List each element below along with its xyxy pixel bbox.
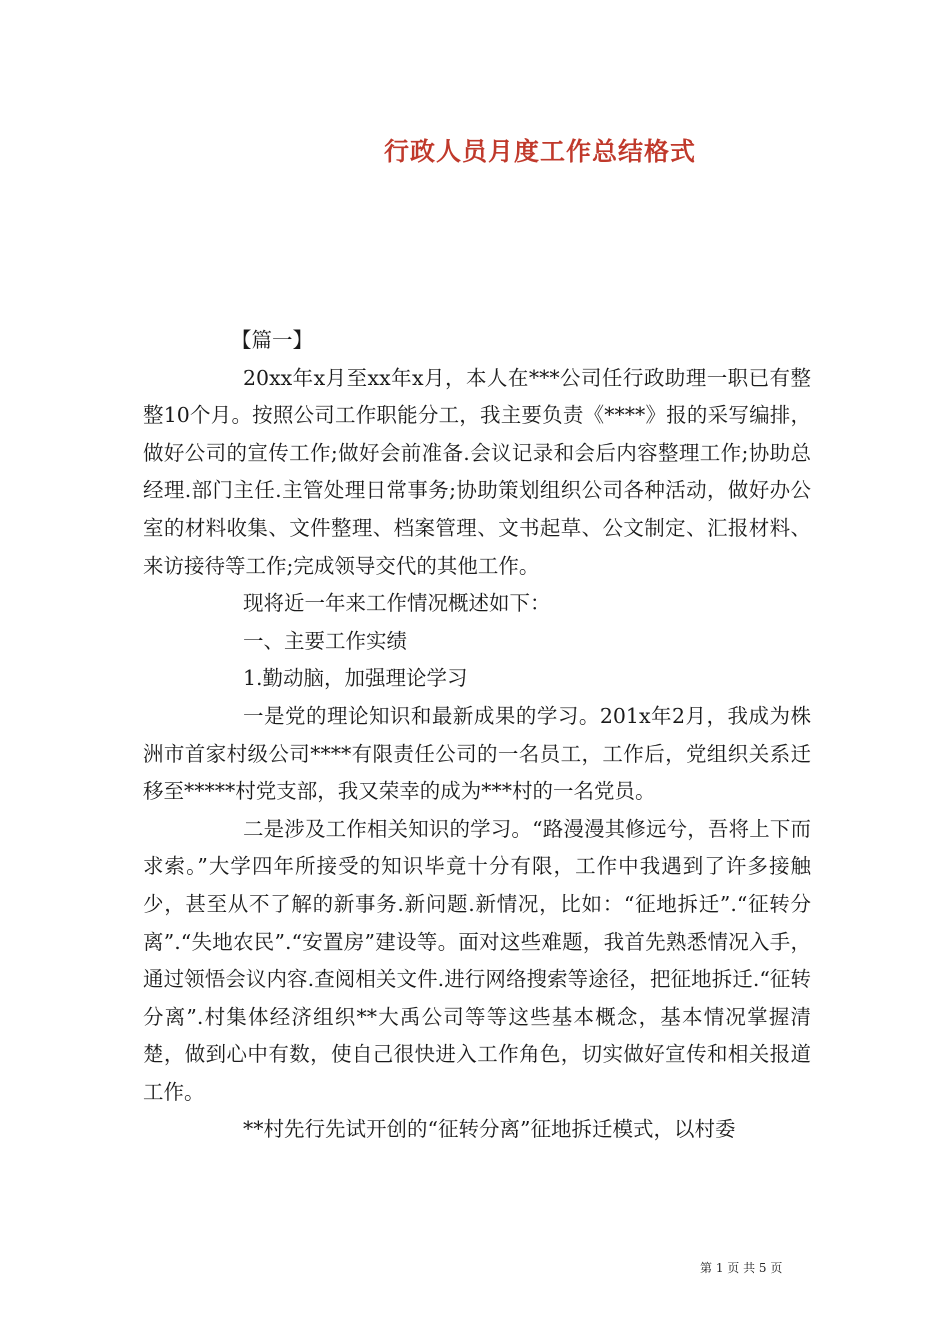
paragraph: 1.勤动脑，加强理论学习 [243, 666, 468, 691]
paragraph: 一是党的理论知识和最新成果的学习。201x年2月，我成为株洲市首家村级公司****有限责任公司的一名员工，工作后，党组织关系迁移至*****村党支部，我又荣幸的成为***村的一名党员。 [143, 703, 811, 804]
page-number: 第 1 页 共 5 页 [700, 1261, 783, 1275]
paragraph: **村先行先试开创的“征转分离”征地拆迁模式，以村委 [243, 1117, 736, 1142]
document-body [143, 322, 811, 1149]
document-title: 行政人员月度工作总结格式 [383, 137, 696, 166]
paragraph: 现将近一年来工作情况概述如下： [243, 591, 551, 616]
paragraph: 二是涉及工作相关知识的学习。“路漫漫其修远兮，吾将上下而求索。”大学四年所接受的知识毕竟十分有限，工作中我遇到了许多接触少，甚至从不了解的新事务.新问题.新情况，比如：“征地拆迁”.“征转分离”.“失地农民”.“安置房”建设等。面对这些难题，我首先熟悉情况入手，通过领悟会议内容.查阅相关文件.进行网络搜索等途径，把征地拆迁.“征转分离”.村集体经济组织**大禹公司等等这些基本概念，基本情况掌握清楚，做到心中有数，使自己很快进入工作角色，切实做好宣传和相关报道工作。 [143, 816, 811, 1104]
paragraph: 20xx年x月至xx年x月，本人在***公司任行政助理一职已有整整10个月。按照公司工作职能分工，我主要负责《****》报的采写编排，做好公司的宣传工作;做好会前准备.会议记录和会后内容整理工作;协助总经理.部门主任.主管处理日常事务;协助策划组织公司各种活动，做好办公室的材料收集、文件整理、档案管理、文书起草、公文制定、汇报材料、来访接待等工作;完成领导交代的其他工作。 [143, 365, 811, 578]
paragraph: 一、主要工作实绩 [243, 628, 407, 653]
section-heading: 【篇一】 [231, 328, 313, 352]
